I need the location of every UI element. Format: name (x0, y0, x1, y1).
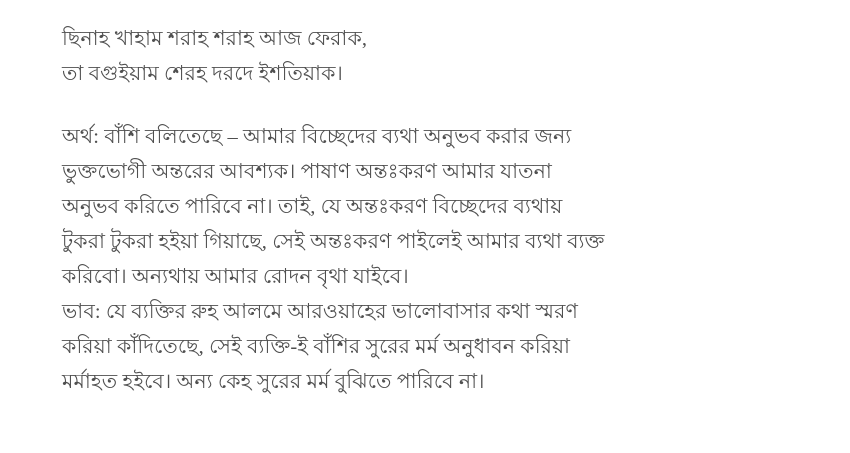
verse-line-1: ছিনাহ খাহাম শরাহ শরাহ আজ ফেরাক, (62, 28, 368, 50)
meaning-line-4: টুকরা টুকরা হইয়া গিয়াছে, সেই অন্তঃকরণ পাইলেই আমার ব্যথা ব্যক্ত (62, 231, 605, 253)
theme-block (62, 295, 790, 400)
meaning-line-5: করিবো। অন্যথায় আমার রোদন বৃথা যাইবে। (62, 266, 409, 288)
theme-line-3: মর্মাহত হইবে। অন্য কেহ সুরের মর্ম বুঝিতে পারিবে না। (62, 371, 485, 393)
paragraph-spacer (62, 92, 790, 120)
meaning-line-3: অনুভব করিতে পারিবে না। তাই, যে অন্তঃকরণ বিচ্ছেদের ব্যথায় (62, 196, 563, 218)
verse-line-2: তা বগুইয়াম শেরহ দরদে ইশতিয়াক। (62, 63, 343, 85)
verse-block (62, 22, 790, 92)
meaning-line-2: ভুক্তভোগী অন্তরের আবশ্যক। পাষাণ অন্তঃকরণ আমার যাতনা (62, 161, 552, 183)
theme-line-1: ভাব: যে ব্যক্তির রুহ আলমে আরওয়াহের ভালোবাসার কথা স্মরণ (62, 301, 578, 323)
theme-line-2: করিয়া কাঁদিতেছে, সেই ব্যক্তি-ই বাঁশির সুরের মর্ম অনুধাবন করিয়া (62, 336, 571, 358)
meaning-line-1: অর্থ: বাঁশি বলিতেছে – আমার বিচ্ছেদের ব্যথা অনুভব করার জন্য (62, 126, 572, 148)
meaning-block (62, 120, 790, 295)
